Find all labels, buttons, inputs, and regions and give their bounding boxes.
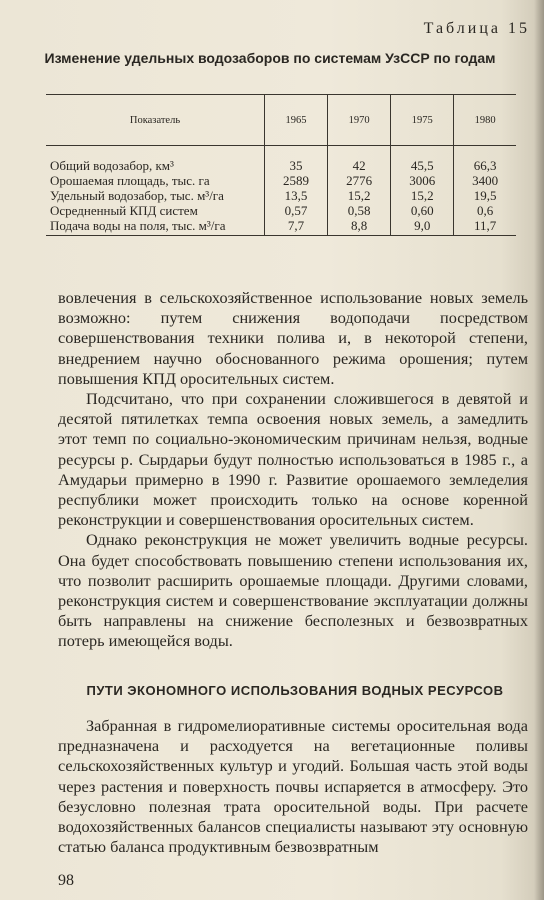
row-label: Удельный водозабор, тыс. м³/га (50, 188, 224, 203)
table-row (46, 218, 516, 236)
section-heading: ПУТИ ЭКОНОМНОГО ИСПОЛЬЗОВАНИЯ ВОДНЫХ РЕСУРСОВ (86, 683, 504, 698)
table-cell: 9,0 (391, 218, 454, 236)
row-label: Осредненный КПД систем (50, 203, 198, 218)
section-body (58, 716, 528, 857)
table-row (46, 188, 516, 203)
row-label: Орошаемая площадь, тыс. га (50, 173, 210, 188)
table-row (46, 173, 516, 188)
table-cell: 0,60 (391, 203, 454, 218)
table-row (46, 146, 516, 174)
paragraph: Однако реконструкция не может увеличить водные ресурсы. Она будет способствовать повышению степени использования их, что позволит расширить орошаемые площади. Другими словами, реконструкция систем и совершенствование эксплуатации должны быть направлены на снижение бесполезных и безвозвратных потерь имеющейся воды. (58, 530, 528, 651)
page-edge-shadow (534, 0, 544, 900)
table-cell: 0,58 (328, 203, 391, 218)
table-row (46, 203, 516, 218)
header-1975: 1975 (391, 95, 454, 146)
table-cell: 15,2 (391, 188, 454, 203)
table-cell: 0,57 (265, 203, 328, 218)
table-cell: 3400 (454, 173, 516, 188)
page-number: 98 (58, 872, 74, 889)
table-cell: 66,3 (454, 146, 516, 174)
table-cell: 8,8 (328, 218, 391, 236)
row-label: Общий водозабор, км³ (50, 158, 174, 173)
table-cell: 7,7 (265, 218, 328, 236)
table-cell: 45,5 (391, 146, 454, 174)
table-cell: 2589 (265, 173, 328, 188)
table-cell: 11,7 (454, 218, 516, 236)
header-indicator: Показатель (46, 95, 265, 146)
water-intake-table (46, 94, 516, 236)
table-header-row (46, 95, 516, 146)
row-label: Подача воды на поля, тыс. м³/га (46, 218, 265, 236)
table-cell: 15,2 (328, 188, 391, 203)
paragraph: Забранная в гидромелиоративные системы оросительная вода предназначена и расходуется на вегетационные поливы сельскохозяйственных культур и угодий. Большая часть этой воды через растения и поверхность почвы испаряется в атмосферу. Это безусловно полезная трата оросительной воды. При расчете водохозяйственных балансов специалисты называют эту основную статью баланса продуктивным безвозвратным (58, 716, 528, 857)
table-cell: 42 (328, 146, 391, 174)
body-text (58, 288, 528, 652)
header-1970: 1970 (328, 95, 391, 146)
header-1965: 1965 (265, 95, 328, 146)
table-cell: 0,6 (454, 203, 516, 218)
header-1980: 1980 (454, 95, 516, 146)
table-cell: 2776 (328, 173, 391, 188)
table-cell: 19,5 (454, 188, 516, 203)
table-number: Таблица 15 (423, 20, 530, 37)
table-cell: 13,5 (265, 188, 328, 203)
paragraph-continuation: вовлечения в сельскохозяйственное использование новых земель возможно: путем снижения водоподачи посредством совершенствования техники полива и, в некоторой степени, внедрением научно обоснованного режима орошения; путем повышения КПД оросительных систем. (58, 288, 528, 388)
table-title: Изменение удельных водозаборов по системам УзССР по годам (44, 50, 496, 66)
table-cell: 35 (265, 146, 328, 174)
table-cell: 3006 (391, 173, 454, 188)
paragraph: Подсчитано, что при сохранении сложившегося в девятой и десятой пятилетках темпа освоения новых земель, а замедлить этот темп по социально-экономическим причинам нельзя, водные ресурсы р. Сырдарьи будут полностью использоваться в 1985 г., а Амударьи примерно в 1990 г. Развитие орошаемого земледелия республики может происходить только на основе коренной реконструкции и совершенствования оросительных систем. (58, 389, 528, 530)
